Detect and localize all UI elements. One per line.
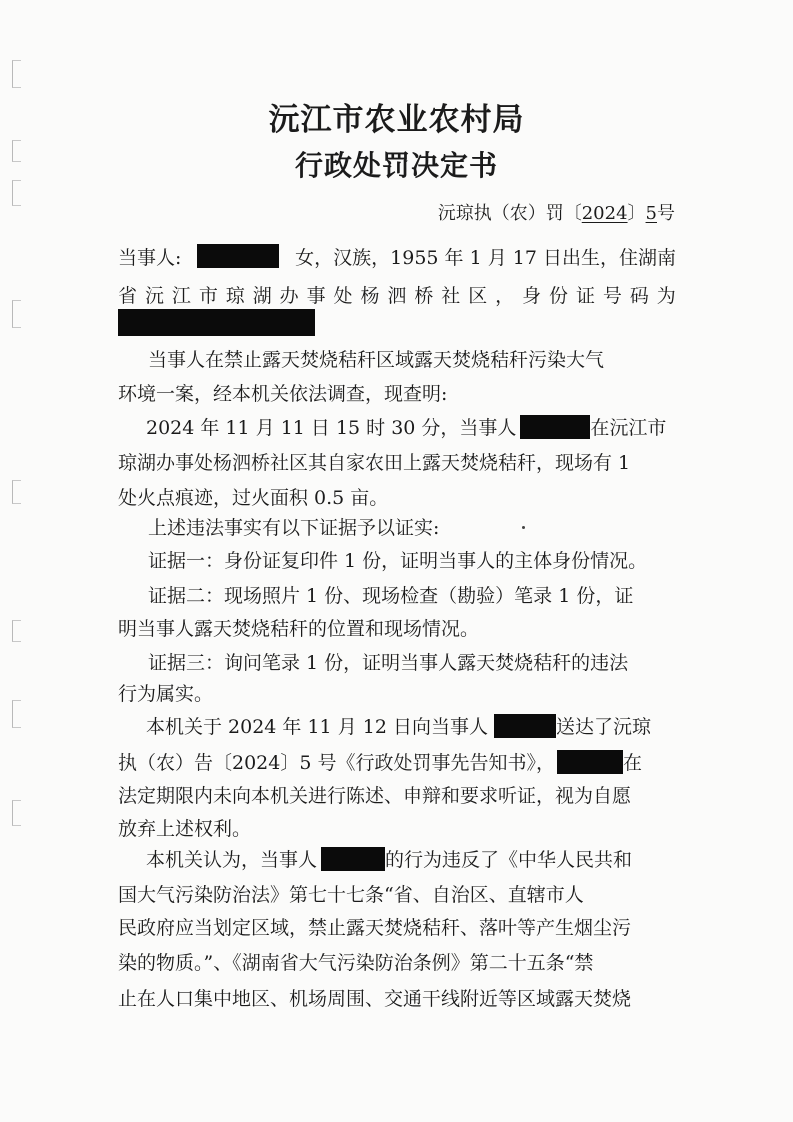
redacted-name (557, 750, 623, 774)
party-address: 省 沅 江 市 琼 湖 办 事 处 杨 泗 桥 社 区 ， 身 份 证 号 码 为 (118, 285, 676, 307)
evidence-intro: 上述违法事实有以下证据予以证实: (148, 517, 440, 539)
doc-number-year: 2024 (581, 203, 628, 224)
party-label: 当事人: (118, 247, 182, 269)
doc-number-seq: 5 (645, 203, 657, 224)
redacted-name (321, 847, 385, 871)
document-number (438, 199, 675, 225)
notice-text: 送达了沅琼 (555, 716, 651, 738)
notice-line: 放弃上述权利。 (118, 818, 252, 840)
doc-number-mid: 〕 (627, 203, 646, 224)
document-type-title: 行政处罚决定书 (294, 149, 498, 182)
notice-line (118, 713, 676, 741)
paragraph-line: 当事人在禁止露天焚烧秸秆区域露天焚烧秸秆污染大气 (148, 349, 605, 371)
finding-line: 国大气污染防治法》第七十七条“省、自治区、直辖市人 (118, 884, 584, 906)
finding-text: 的行为违反了《中华人民共和 (385, 849, 633, 871)
fact-text: 在沅江市 (590, 417, 667, 439)
paragraph-line: 环境一案，经本机关依法调查，现查明: (118, 383, 448, 405)
notice-line: 法定期限内未向本机关进行陈述、申辩和要求听证，视为自愿 (118, 785, 632, 807)
evidence-2-line: 证据二：现场照片 1 份、现场检查（勘验）笔录 1 份，证 (148, 585, 634, 607)
finding-text: 本机关认为，当事人 (146, 849, 318, 871)
doc-number-suffix: 号 (657, 203, 675, 224)
redacted-name (520, 415, 590, 439)
fact-line: 处火点痕迹，过火面积 0.5 亩。 (118, 487, 389, 509)
party-line (118, 244, 676, 272)
notice-text: 本机关于 2024 年 11 月 12 日向当事人 (146, 716, 488, 738)
fact-line (118, 414, 676, 442)
finding-line (118, 846, 676, 874)
notice-line (118, 749, 676, 777)
finding-line: 染的物质。”、《湖南省大气污染防治条例》第二十五条“禁 (118, 952, 594, 974)
notice-text: 执（农）告〔2024〕5 号《行政处罚事先告知书》， (118, 752, 555, 774)
agency-title: 沅江市农业农村局 (268, 102, 525, 138)
redacted-name (494, 714, 556, 738)
evidence-3-line: 证据三：询问笔录 1 份，证明当事人露天焚烧秸秆的违法 (148, 652, 629, 674)
binding-marks (4, 60, 34, 960)
finding-line: 止在人口集中地区、机场周围、交通干线附近等区域露天焚烧 (118, 988, 632, 1010)
redacted-id-number (118, 309, 315, 336)
finding-line: 民政府应当划定区域，禁止露天焚烧秸秆、落叶等产生烟尘污 (118, 917, 632, 939)
evidence-2-line: 明当事人露天焚烧秸秆的位置和现场情况。 (118, 618, 480, 640)
party-id-line (118, 309, 676, 339)
fact-line: 琼湖办事处杨泗桥社区其自家农田上露天焚烧秸秆，现场有 1 (118, 452, 631, 474)
redacted-name (197, 244, 279, 268)
evidence-1: 证据一：身份证复印件 1 份，证明当事人的主体身份情况。 (148, 550, 648, 572)
notice-text: 在 (622, 752, 642, 774)
fact-text: 2024 年 11 月 11 日 15 时 30 分，当事人 (146, 417, 517, 439)
party-info: 女，汉族，1955 年 1 月 17 日出生，住湖南 (295, 247, 676, 269)
evidence-3-line: 行为属实。 (118, 683, 214, 705)
doc-number-prefix: 沅琼执（农）罚〔 (437, 203, 582, 224)
